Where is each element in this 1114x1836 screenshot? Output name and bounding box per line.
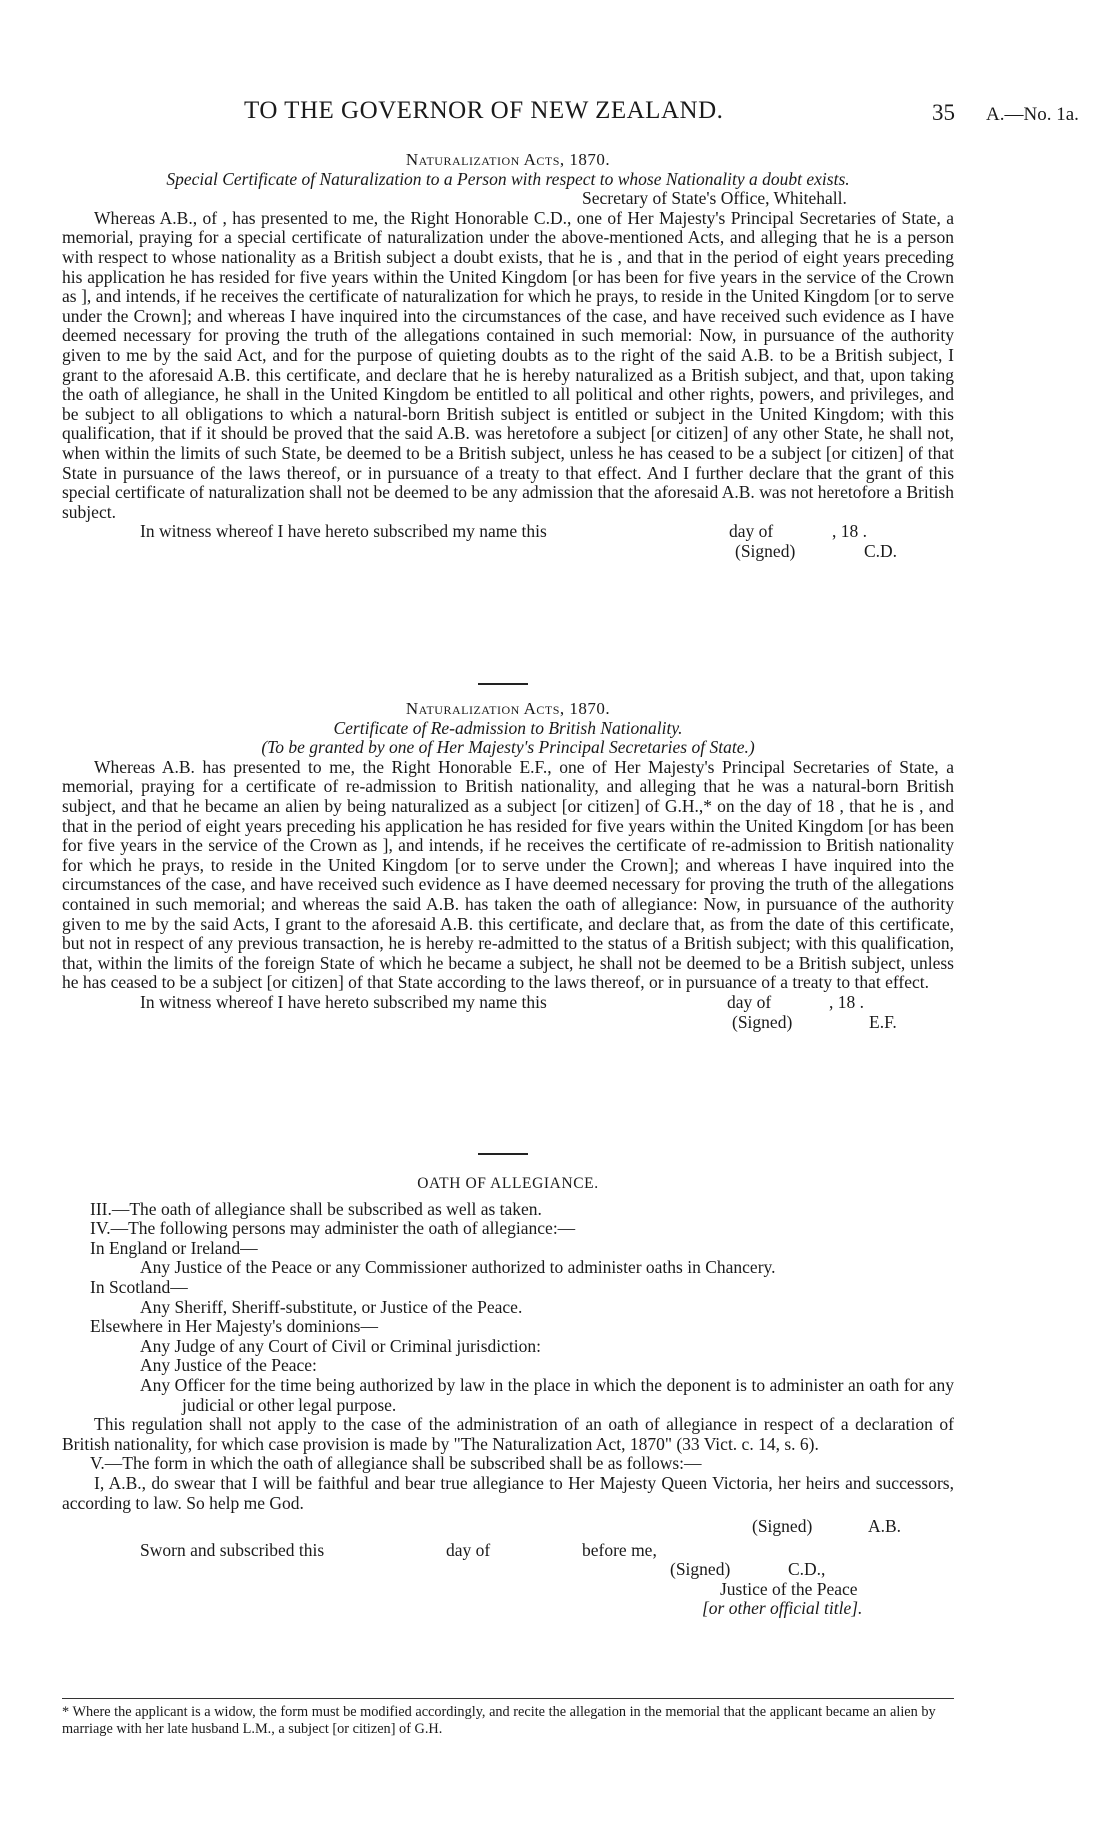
footnote-rule xyxy=(62,1698,954,1699)
form2-witness-line xyxy=(62,993,954,1013)
oath-text: I, A.B., do swear that I will be faithful and bear true allegiance to Her Majesty Queen Victoria, her heirs and successors, according to law. So help me God. xyxy=(62,1472,954,1513)
oath-scotland-item: Any Sheriff, Sheriff-substitute, or Justice of the Peace. xyxy=(140,1296,523,1317)
oath-regulation: This regulation shall not apply to the case of the administration of an oath of allegiance in respect of a declaration of British nationality, for which case provision is made by "The Naturalization Act, 1870" (33 Vict. c. 14, s. 6). xyxy=(62,1414,954,1454)
form2-subtitle: Certificate of Re-admission to British Nationality. xyxy=(333,717,683,738)
section-divider xyxy=(478,1153,528,1155)
oath-before-me: before me, xyxy=(582,1539,657,1560)
oath-clause-3: III.—The oath of allegiance shall be subscribed as well as taken. xyxy=(90,1198,542,1219)
form2-note: (To be granted by one of Her Majesty's Principal Secretaries of State.) xyxy=(261,737,755,758)
oath-elsewhere-item-3: Any Officer for the time being authorized by law in the place in which the deponent is to administer an oath for any judicial or other legal purpose. xyxy=(140,1374,954,1415)
form2-signatory: E.F. xyxy=(869,1011,897,1032)
oath-title-line xyxy=(62,1599,954,1619)
section-divider xyxy=(478,683,528,685)
form1-signed: (Signed) xyxy=(735,540,796,561)
oath-justice-of-peace: Justice of the Peace xyxy=(720,1578,858,1599)
form1-office: Secretary of State's Office, Whitehall. xyxy=(582,188,847,209)
oath-jp-line xyxy=(62,1580,954,1600)
oath-england: In England or Ireland— xyxy=(90,1237,258,1258)
oath-elsewhere: Elsewhere in Her Majesty's dominions— xyxy=(90,1316,378,1337)
page-header-title: TO THE GOVERNOR OF NEW ZEALAND. xyxy=(244,97,724,124)
form1-subtitle: Special Certificate of Naturalization to a Person with respect to whose Nationality a doubt exists. xyxy=(166,168,850,189)
form1-witness-text: In witness whereof I have hereto subscribed my name this xyxy=(140,521,547,542)
form2-signature-line xyxy=(62,1013,954,1033)
oath-clause-4: IV.—The following persons may administer the oath of allegiance:— xyxy=(90,1218,576,1239)
oath-heading: OATH OF ALLEGIANCE. xyxy=(417,1175,599,1192)
oath-other-title: [or other official title]. xyxy=(702,1598,863,1619)
page-number: 35 xyxy=(932,100,955,125)
form1-witness-line xyxy=(62,522,954,542)
oath-scotland: In Scotland— xyxy=(90,1276,188,1297)
oath-section xyxy=(62,1174,954,1619)
form2-witness-text: In witness whereof I have hereto subscribed my name this xyxy=(140,991,547,1012)
oath-clause-5: V.—The form in which the oath of allegiance shall be subscribed shall be as follows:— xyxy=(90,1453,702,1474)
oath-england-item: Any Justice of the Peace or any Commissioner authorized to administer oaths in Chancery. xyxy=(140,1257,776,1278)
form1-body: Whereas A.B., of , has presented to me, the Right Honorable C.D., one of Her Majesty's Principal Secretaries of State, a memorial, praying for a special certificate of naturalization under the above-mentioned Acts, and alleging that he is a person with respect to whose nationality as a British subject a doubt exists, that he is , and that in the period of eight years preceding his application he has resided for five years within the United Kingdom [or has been for five years in the service of the Crown as ], and intends, if he receives the certificate of naturalization for which he prays, to reside in the United Kingdom [or to serve under the Crown]; and whereas I have inquired into the circumstances of the case, and have received such evidence as I have deemed necessary for proving the truth of the allegations contained in such memorial: Now, in pursuance of the authority given to me by the said Act, and for the purpose of quieting doubts as to the right of the said A.B. to be a British subject, I grant to the aforesaid A.B. this certificate, and declare that he is hereby naturalized as a British subject, and that, upon taking the oath of allegiance, he shall in the United Kingdom be entitled to all political and other rights, powers, and privileges, and be subject to all obligations to which a natural-born British subject is entitled or subject in the United Kingdom; with this qualification, that if it should be proved that the said A.B. was heretofore a subject [or citizen] of any other State, he shall not, when within the limits of such State, be deemed to be a British subject, unless he has ceased to be a subject [or citizen] of that State in pursuance of the laws thereof, or in pursuance of a treaty to that effect. And I further declare that the grant of this special certificate of naturalization shall not be deemed to be any admission that the aforesaid A.B. was not heretofore a British subject. xyxy=(62,207,954,522)
oath-sworn-line xyxy=(62,1541,954,1561)
form1-signatory: C.D. xyxy=(864,540,898,561)
oath-signatory: A.B. xyxy=(868,1516,902,1537)
oath-day-of: day of xyxy=(446,1539,491,1560)
form2-year: , 18 . xyxy=(829,991,864,1012)
readmission-certificate-section xyxy=(62,699,954,1032)
form2-body: Whereas A.B. has presented to me, the Right Honorable E.F., one of Her Majesty's Principal Secretaries of State, a memorial, praying for a certificate of re-admission to British nationality, and alleging that he was a natural-born British subject, and that he became an alien by being naturalized as a subject [or citizen] of G.H.,* on the day of 18 , that he is , and that in the period of eight years preceding his application he has resided for five years within the United Kingdom [or has been for five years in the service of the Crown as ], and intends, if he receives the certificate of re-admission to British nationality for which he prays, to reside in the United Kingdom [or to serve under the Crown]; and whereas I have inquired into the circumstances of the case, and have received such evidence as I have deemed necessary for proving the truth of the allegations contained in such memorial; and whereas the said A.B. has taken the oath of allegiance: Now, in pursuance of the authority given to me by the said Acts, I grant to the aforesaid A.B. this certificate, and declare that, as from the date of this certificate, but not in respect of any previous transaction, he is hereby re-admitted to the status of a British subject; with this qualification, that, within the limits of the foreign State of which he became a subject, he shall not be deemed to be a British subject, unless he has ceased to be a subject [or citizen] of that State according to the laws thereof, or in pursuance of a treaty to that effect. xyxy=(62,756,954,993)
oath-sworn-text: Sworn and subscribed this xyxy=(140,1539,325,1560)
form1-year: , 18 . xyxy=(832,521,867,542)
oath-second-signature-line xyxy=(62,1560,954,1580)
oath-signatory-2: C.D., xyxy=(788,1559,826,1580)
oath-elsewhere-item-1: Any Judge of any Court of Civil or Criminal jurisdiction: xyxy=(140,1335,542,1356)
form1-signature-line xyxy=(62,542,954,562)
document-reference: A.—No. 1a. xyxy=(986,104,1079,125)
form2-signed: (Signed) xyxy=(732,1011,793,1032)
special-certificate-section xyxy=(62,150,954,561)
form1-day-of: day of xyxy=(729,521,774,542)
oath-signed-2: (Signed) xyxy=(670,1559,731,1580)
oath-elsewhere-item-2: Any Justice of the Peace: xyxy=(140,1355,317,1376)
oath-signature-line xyxy=(62,1517,954,1537)
form1-act-heading: Naturalization Acts, 1870. xyxy=(405,150,611,169)
oath-signed: (Signed) xyxy=(752,1516,813,1537)
form2-day-of: day of xyxy=(727,991,772,1012)
form2-act-heading: Naturalization Acts, 1870. xyxy=(405,699,611,718)
footnote: * Where the applicant is a widow, the form must be modified accordingly, and recite the allegation in the memorial that the applicant became an alien by marriage with her late husband L.M., a subject [or citizen] of G.H. xyxy=(62,1704,936,1737)
